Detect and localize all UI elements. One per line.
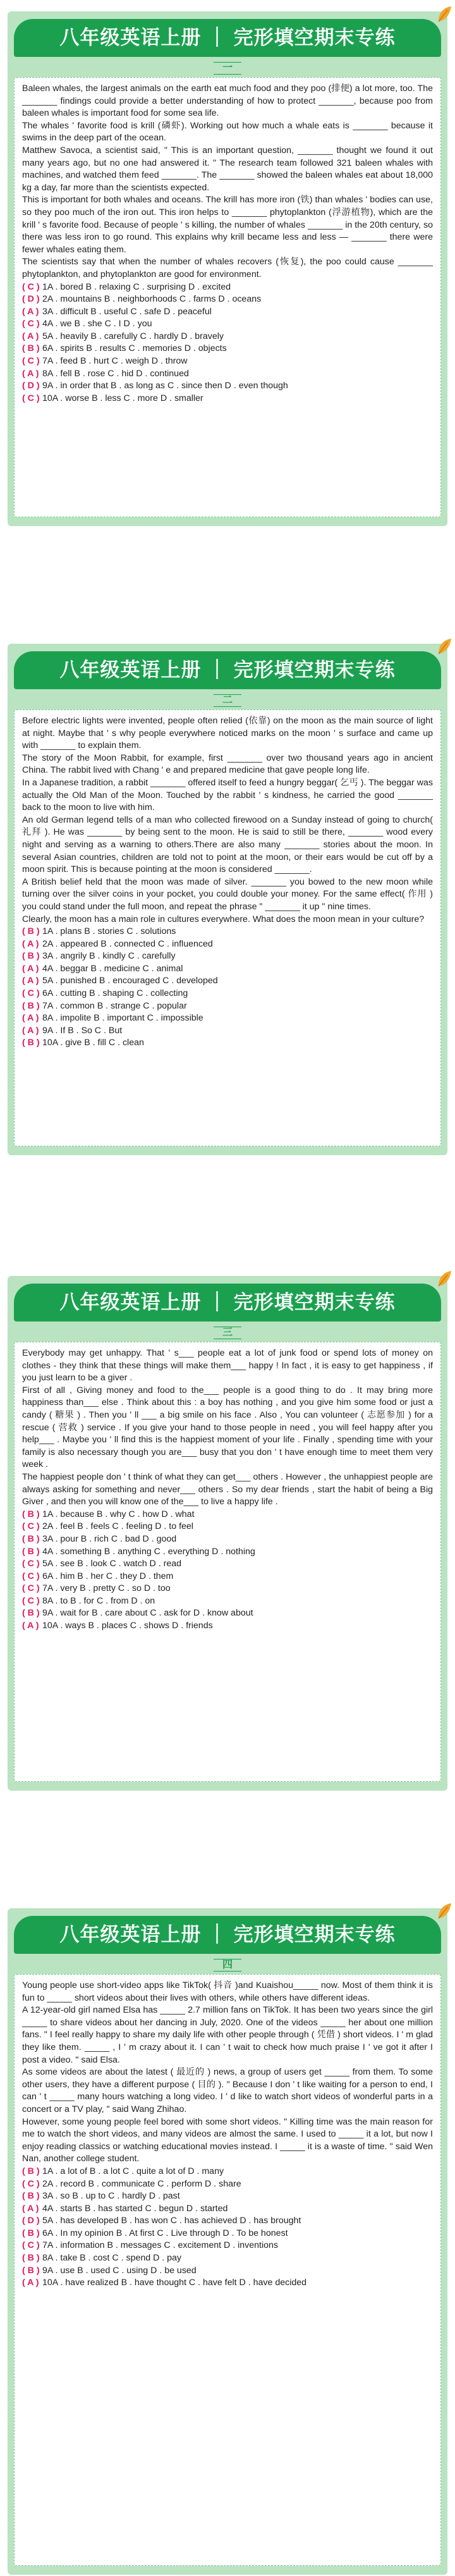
question-number: 2 xyxy=(42,294,47,305)
option-choices: A . If B . So C . But xyxy=(47,1025,123,1036)
answer-letter: ( C ) xyxy=(22,988,40,999)
question-number: 4 xyxy=(42,319,47,329)
section-header xyxy=(14,19,441,57)
question-number: 3 xyxy=(42,2191,47,2202)
option-choices: A . him B . her C . they D . them xyxy=(47,1571,174,1581)
option-row xyxy=(22,2277,433,2290)
answer-letter: ( A ) xyxy=(22,963,39,974)
question-number: 2 xyxy=(42,2178,47,2189)
section-2 xyxy=(0,640,455,1155)
question-number: 7 xyxy=(42,1583,47,1594)
passage-paragraph: A 12-year-old girl named Elsa has _____ 2.7 million fans on TikTok. It has been two years since the girl _____ to share videos about her dancing in July, 2020. One of the videos _____ her about one million fans. " I feel really happy to share my daily life with other people through ( 凭借 ) short videos. I ' m glad they like them. _____ , I ' m crazy about it. I can ' t wait to check how much praise I ' ve got it after I post a video. " said Elsa. xyxy=(22,2005,433,2065)
option-row xyxy=(22,1000,433,1013)
question-number: 8 xyxy=(42,2253,47,2264)
passage-paragraph: Baleen whales, the largest animals on the earth eat much food and they poo (排便) a lot more, too. The _______ findings could provide a better understanding of how to protect _______, because poo from baleen whales is important food for some sea life. xyxy=(22,83,433,119)
answer-letter: ( B ) xyxy=(22,2228,40,2238)
option-choices: A . appeared B . connected C . influenced xyxy=(47,938,213,949)
option-choices: A . give B . fill C . clean xyxy=(52,1038,144,1048)
option-row xyxy=(22,355,433,368)
section-title: 八年级英语上册 ｜ 完形填空期末专练 xyxy=(59,659,396,681)
section-title: 八年级英语上册 ｜ 完形填空期末专练 xyxy=(59,1923,396,1946)
option-choices: A . heavily B . carefully C . hardly D . bravely xyxy=(47,331,224,341)
section-header xyxy=(14,651,441,689)
option-choices: A . difficult B . useful C . safe D . peaceful xyxy=(47,306,212,317)
passage-paragraph: Young people use short-video apps like TikTok( 抖音 )and Kuaishou_____ now. Most of them think it is fun to _____ short videos about their lives with others, while others have different ideas. xyxy=(22,1980,433,2003)
option-choices: A . use B . used C . using D . be used xyxy=(47,2265,197,2276)
answer-letter: ( B ) xyxy=(22,1608,40,1619)
passage-card xyxy=(14,709,441,1146)
answer-letter: ( C ) xyxy=(22,356,40,367)
passage-paragraph: The scientists say that when the number of whales recovers (恢复), the poo could cause _______ phytoplankton, and phytoplankton are good for environment. xyxy=(22,257,433,279)
question-number: 5 xyxy=(42,331,47,341)
answer-letter: ( C ) xyxy=(22,1595,40,1606)
option-row xyxy=(22,380,433,393)
passage-paragraph: As some videos are about the latest ( 最近的 ) news, a group of users get _____ from them. To some other users, they have a different purpose ( 目的 ). " Because I don ' t like waiting for a person to end, I can ' t _____ many hours watching a long video. I ' d like to watch short videos of wonderful parts in a concert or a TV play, " said Wang Zhihao. xyxy=(22,2067,433,2114)
answer-letter: ( C ) xyxy=(22,1559,40,1569)
question-number: 8 xyxy=(42,1013,47,1024)
section-header xyxy=(14,1284,441,1322)
option-row xyxy=(22,281,433,294)
option-choices: A . to B . for C . from D . on xyxy=(47,1595,155,1606)
answer-letter: ( A ) xyxy=(22,1013,39,1024)
option-row xyxy=(22,331,433,343)
option-choices: A . mountains B . neighborhoods C . farms D . oceans xyxy=(47,294,262,305)
option-choices: A . because B . why C . how D . what xyxy=(47,1509,195,1519)
option-row xyxy=(22,938,433,951)
passage-paragraph: Before electric lights were invented, people often relied (依靠) on the moon as the main source of light at night. Maybe that ' s why people everywhere noticed marks on the moon ' s surface and came up with _______ to explain them. xyxy=(22,716,433,751)
section-number: 二 xyxy=(214,694,241,707)
passage-paragraph: The whales ' favorite food is krill (磷虾). Working out how much a whale eats is _______ because it swims in the deep part of the ocean. xyxy=(22,120,433,144)
answer-letter: ( A ) xyxy=(22,2278,39,2288)
answer-letter: ( C ) xyxy=(22,2178,40,2189)
option-choices: A . very B . pretty C . so D . too xyxy=(47,1583,171,1594)
question-number: 7 xyxy=(42,356,47,367)
question-number: 6 xyxy=(42,988,47,999)
option-choices: A . so B . up to C . hardly D . past xyxy=(47,2191,180,2202)
question-number: 9 xyxy=(42,1608,47,1619)
option-row xyxy=(22,1583,433,1595)
answer-letter: ( B ) xyxy=(22,2265,40,2276)
passage-paragraph: An old German legend tells of a man who collected firewood on a Sunday instead of going to church( 礼拜 ). He was _______ by being sent to the moon. He is said to still be there, _______ wood every night and serving as a warning to others.There are also many _______ stories about the moon. In several Asian countries, children are told not to point at the moon, or their ears would be cut off by a moon spirit. This is because pointing at the moon is considered _______. xyxy=(22,814,433,875)
question-number: 7 xyxy=(42,2240,47,2251)
question-number: 5 xyxy=(42,2216,47,2226)
question-number: 3 xyxy=(42,1533,47,1544)
question-number: 10 xyxy=(42,1038,52,1048)
option-row xyxy=(22,368,433,381)
section-number-tag xyxy=(0,694,455,707)
question-number: 8 xyxy=(42,368,47,379)
passage-card xyxy=(14,1342,441,1782)
option-row xyxy=(22,1607,433,1620)
section-number: 一 xyxy=(214,62,241,75)
option-choices: A . impolite B . important C . impossible xyxy=(47,1013,203,1024)
answer-letter: ( A ) xyxy=(22,976,39,986)
section-number-tag xyxy=(0,62,455,75)
section-4 xyxy=(0,1904,455,2575)
passage-paragraph: In a Japanese tradition, a rabbit _______ offered itself to feed a hungry beggar( 乞丐 ). The beggar was actually the Old Man of the Moon. Touched by the rabbit ' s kindness, he carried the good _______ back to the moon to live with him. xyxy=(22,777,433,813)
question-number: 1 xyxy=(42,281,47,292)
option-row xyxy=(22,1025,433,1038)
section-header xyxy=(14,1916,441,1954)
answer-letter: ( B ) xyxy=(22,1509,40,1519)
question-number: 4 xyxy=(42,1546,47,1557)
section-title: 八年级英语上册 ｜ 完形填空期末专练 xyxy=(59,27,396,49)
option-row xyxy=(22,1558,433,1571)
option-choices: A . wait for B . care about C . ask for D . know about xyxy=(47,1608,253,1619)
option-row xyxy=(22,2265,433,2278)
question-number: 4 xyxy=(42,963,47,974)
option-choices: A . has developed B . has won C . has achieved D . has brought xyxy=(47,2216,301,2226)
question-number: 6 xyxy=(42,2228,47,2238)
question-number: 2 xyxy=(42,938,47,949)
option-row xyxy=(22,1620,433,1633)
answer-letter: ( A ) xyxy=(22,1025,39,1036)
option-row xyxy=(22,1012,433,1025)
question-number: 9 xyxy=(42,2265,47,2276)
question-number: 9 xyxy=(42,1025,47,1036)
option-row xyxy=(22,2215,433,2228)
option-choices: A . cutting B . shaping C . collecting xyxy=(47,988,188,999)
question-number: 4 xyxy=(42,2203,47,2214)
section-title: 八年级英语上册 ｜ 完形填空期末专练 xyxy=(59,1291,396,1313)
option-choices: A . take B . cost C . spend D . pay xyxy=(47,2253,182,2264)
option-choices: A . starts B . has started C . begun D . started xyxy=(47,2203,228,2214)
option-row xyxy=(22,1533,433,1546)
answer-letter: ( C ) xyxy=(22,1521,40,1532)
option-row xyxy=(22,950,433,963)
section-number: 四 xyxy=(214,1959,241,1972)
option-row xyxy=(22,988,433,1000)
option-row xyxy=(22,393,433,405)
passage-card xyxy=(14,77,441,517)
option-choices: A . pour B . rich C . bad D . good xyxy=(47,1533,177,1544)
passage-paragraph: Matthew Savoca, a scientist said, " This is an important question, _______ thought we found it out many years ago, but no one had answered it. " The research team followed 321 baleen whales with machines, and watched them feed _______. The _______ showed the baleen whales eat about 18,000 kg a day, far more than the scientists expected. xyxy=(22,145,433,193)
answer-letter: ( D ) xyxy=(22,2216,40,2226)
question-number: 5 xyxy=(42,1559,47,1569)
option-row xyxy=(22,926,433,938)
option-choices: A . ways B . places C . shows D . friends xyxy=(52,1621,213,1631)
passage-paragraph: The happiest people don ' t think of what they can get___ others . However , the unhappiest people are always asking for something and never___ others . So my dear friends , start the habit of being a Big Giver , and then you will know one of the___ to live a happy life . xyxy=(22,1471,433,1507)
passage-paragraph: This is important for both whales and oceans. The krill has more iron (铁) than whales ' bodies can use, so they poo much of the iron out. This iron helps to _______ phytoplankton (浮游植物), which are the krill ' s favorite food. Because of people ' s killing, the number of whales _______ in the 20th century, so there was less iron to go round. This explains why krill became less and less — _______ there were fewer whales eating them. xyxy=(22,195,433,255)
question-number: 9 xyxy=(42,381,47,391)
answer-letter: ( D ) xyxy=(22,381,40,391)
option-choices: A . a lot of B . a lot C . quite a lot of D . many xyxy=(47,2166,224,2176)
option-row xyxy=(22,2190,433,2203)
question-number: 10 xyxy=(42,393,52,403)
option-row xyxy=(22,293,433,306)
section-1 xyxy=(0,8,455,526)
answer-letter: ( B ) xyxy=(22,1533,40,1544)
answer-letter: ( C ) xyxy=(22,393,40,403)
question-number: 7 xyxy=(42,1000,47,1011)
answer-letter: ( C ) xyxy=(22,2240,40,2251)
option-row xyxy=(22,1546,433,1559)
question-number: 6 xyxy=(42,1571,47,1581)
option-row xyxy=(22,1509,433,1521)
passage-paragraph: Clearly, the moon has a main role in cultures everywhere. What does the moon mean in your culture? xyxy=(22,914,425,924)
option-choices: A . beggar B . medicine C . animal xyxy=(47,963,183,974)
answer-letter: ( B ) xyxy=(22,951,40,962)
answer-letter: ( B ) xyxy=(22,1546,40,1557)
option-choices: A . in order that B . as long as C . since then D . even though xyxy=(47,381,288,391)
option-choices: A . feel B . feels C . feeling D . to feel xyxy=(47,1521,193,1532)
passage-paragraph: The story of the Moon Rabbit, for example, first _______ over two thousand years ago in ancient China. The rabbit lived with Chang ' e and prepared medicine that gave people long life. xyxy=(22,752,433,776)
option-row xyxy=(22,2178,433,2191)
section-number-tag xyxy=(0,1959,455,1972)
option-row xyxy=(22,975,433,988)
answer-letter: ( A ) xyxy=(22,938,39,949)
question-number: 5 xyxy=(42,976,47,986)
answer-letter: ( D ) xyxy=(22,294,40,305)
option-row xyxy=(22,343,433,355)
answer-letter: ( B ) xyxy=(22,926,40,937)
option-row xyxy=(22,2228,433,2240)
option-row xyxy=(22,2166,433,2178)
question-number: 3 xyxy=(42,951,47,962)
option-row xyxy=(22,2240,433,2252)
question-number: 2 xyxy=(42,1521,47,1532)
section-number-tag xyxy=(0,1327,455,1339)
option-choices: A . angrily B . kindly C . carefully xyxy=(47,951,176,962)
option-choices: A . fell B . rose C . hid D . continued xyxy=(47,368,189,379)
passage-paragraph: Everybody may get unhappy. That ' s___ people eat a lot of junk food or spend lots of money on clothes - they think that these things will make them___ happy ! In fact , it is easy to get happiness , if you just learn to be a giver . xyxy=(22,1348,433,1383)
answer-letter: ( A ) xyxy=(22,368,39,379)
option-choices: A . see B . look C . watch D . read xyxy=(47,1559,182,1569)
answer-letter: ( C ) xyxy=(22,1571,40,1581)
answer-letter: ( B ) xyxy=(22,2191,40,2202)
option-row xyxy=(22,2203,433,2216)
option-choices: A . plans B . stories C . solutions xyxy=(47,926,176,937)
passage-paragraph: A British belief held that the moon was made of silver. _______ you bowed to the new moon while turning over the silver coins in your pocket, you could double your money. For the same effect( 作用 ) you could stand under the full moon, and repeat the phrase " _______ it up " nine times. xyxy=(22,876,433,912)
answer-letter: ( A ) xyxy=(22,2203,39,2214)
question-number: 8 xyxy=(42,1595,47,1606)
option-row xyxy=(22,1571,433,1583)
answer-letter: ( C ) xyxy=(22,281,40,292)
option-choices: A . information B . messages C . excitement D . inventions xyxy=(47,2240,278,2251)
answer-letter: ( B ) xyxy=(22,343,40,354)
option-choices: A . In my opinion B . At first C . Live through D . To be honest xyxy=(47,2228,288,2238)
option-choices: A . bored B . relaxing C . surprising D . excited xyxy=(47,281,231,292)
question-number: 10 xyxy=(42,2278,52,2288)
answer-letter: ( A ) xyxy=(22,306,39,317)
passage-card xyxy=(14,1974,441,2566)
passage-paragraph: However, some young people feel bored with some short videos. " Killing time was the main reason for me to watch the short videos, and many videos are almost the same. I used to _____ it a lot, but now I enjoy reading classics or watching educational movies instead. I _____ it is a waste of time. " said Wen Nan, another college student. xyxy=(22,2116,433,2164)
question-number: 1 xyxy=(42,2166,47,2176)
option-choices: A . we B . she C . I D . you xyxy=(47,319,152,329)
answer-letter: ( B ) xyxy=(22,1038,40,1048)
answer-letter: ( C ) xyxy=(22,1583,40,1594)
question-number: 1 xyxy=(42,926,47,937)
passage-paragraph: First of all , Giving money and food to the___ people is a good thing to do . It may bring more happiness than___ else . Think about this : a boy has nothing , and you give him some food or just a candy ( 糖果 ) . Then you ' ll ___ a big smile on his face . Also , You can volunteer ( 志愿参加 ) for a rescue ( 营救 ) service . If you give your hand to those people in need , you will feel happy after you help___ . Maybe you ' ll find this is the happiest moment of your life . Finally , spending time with your family is also necessary though you are___ busy that you don ' t have enough time to meet them very week . xyxy=(22,1385,433,1470)
section-number: 三 xyxy=(214,1327,241,1339)
option-row xyxy=(22,1037,433,1050)
option-choices: A . have realized B . have thought C . have felt D . have decided xyxy=(52,2278,307,2288)
option-choices: A . feed B . hurt C . weigh D . throw xyxy=(47,356,188,367)
question-number: 1 xyxy=(42,1509,47,1519)
answer-letter: ( B ) xyxy=(22,2253,40,2264)
answer-letter: ( B ) xyxy=(22,2166,40,2176)
option-row xyxy=(22,306,433,319)
option-choices: A . something B . anything C . everything D . nothing xyxy=(47,1546,255,1557)
answer-letter: ( B ) xyxy=(22,1000,40,1011)
option-choices: A . common B . strange C . popular xyxy=(47,1000,187,1011)
option-choices: A . record B . communicate C . perform D . share xyxy=(47,2178,241,2189)
question-number: 6 xyxy=(42,343,47,354)
answer-letter: ( A ) xyxy=(22,1621,39,1631)
option-row xyxy=(22,1595,433,1608)
option-choices: A . worse B . less C . more D . smaller xyxy=(52,393,203,403)
option-choices: A . spirits B . results C . memories D . objects xyxy=(47,343,227,354)
question-number: 3 xyxy=(42,306,47,317)
answer-letter: ( A ) xyxy=(22,331,39,341)
question-number: 10 xyxy=(42,1621,52,1631)
option-row xyxy=(22,2252,433,2265)
option-row xyxy=(22,318,433,331)
option-row xyxy=(22,963,433,976)
section-3 xyxy=(0,1272,455,1791)
option-choices: A . punished B . encouraged C . developed xyxy=(47,976,218,986)
answer-letter: ( C ) xyxy=(22,319,40,329)
option-row xyxy=(22,1521,433,1533)
